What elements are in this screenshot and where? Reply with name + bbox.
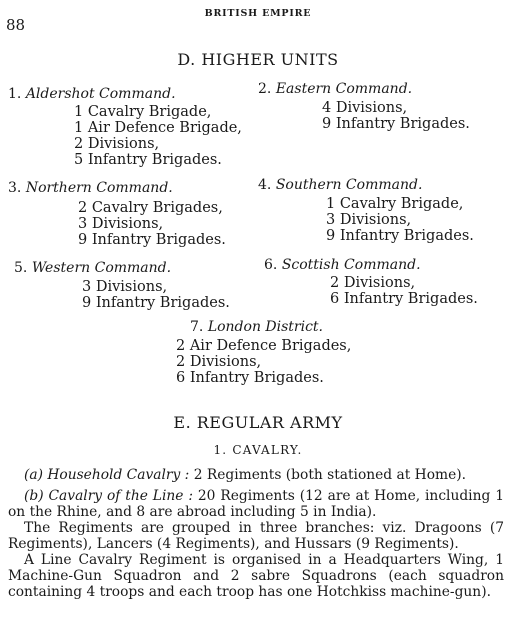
- command-title: 7. London District.: [190, 319, 324, 335]
- paragraph: (a) Household Cavalry : 2 Regiments (both stationed at Home).: [24, 467, 467, 483]
- command-unit: 1 Air Defence Brigade,: [74, 120, 242, 136]
- command-unit: 9 Infantry Brigades.: [322, 116, 470, 132]
- command-unit: 9 Infantry Brigades.: [326, 228, 474, 244]
- paragraph: The Regiments are grouped in three branches: viz. Dragoons (7 Regiments), Lancers (4 Regiments), and Hussars (9 Regiments).: [8, 520, 504, 552]
- command-unit: 1 Cavalry Brigade,: [326, 196, 464, 212]
- running-head: BRITISH EMPIRE: [204, 8, 312, 19]
- command-title: 2. Eastern Command.: [258, 81, 413, 97]
- command-title: 3. Northern Command.: [8, 180, 173, 196]
- command-unit: 3 Divisions,: [78, 216, 164, 232]
- section-d-heading: D. HIGHER UNITS: [177, 50, 339, 69]
- command-unit: 6 Infantry Brigades.: [330, 291, 478, 307]
- section-e-heading: E. REGULAR ARMY: [173, 413, 343, 432]
- command-unit: 3 Divisions,: [326, 212, 412, 228]
- command-unit: 9 Infantry Brigades.: [78, 232, 226, 248]
- command-unit: 2 Cavalry Brigades,: [78, 200, 223, 216]
- command-unit: 4 Divisions,: [322, 100, 408, 116]
- section-e-subheading: 1. CAVALRY.: [213, 443, 303, 457]
- command-unit: 9 Infantry Brigades.: [82, 295, 230, 311]
- command-unit: 2 Air Defence Brigades,: [176, 338, 352, 354]
- command-title: 1. Aldershot Command.: [8, 86, 176, 102]
- command-unit: 6 Infantry Brigades.: [176, 370, 324, 386]
- command-unit: 2 Divisions,: [330, 275, 416, 291]
- command-unit: 2 Divisions,: [176, 354, 262, 370]
- command-unit: 1 Cavalry Brigade,: [74, 104, 212, 120]
- paragraph: A Line Cavalry Regiment is organised in a Headquarters Wing, 1 Machine-Gun Squadron and 2 sabre Squadrons (each squadron containing 4 troops and each troop has one Hotchkiss machine-gun).: [8, 552, 504, 600]
- command-unit: 3 Divisions,: [82, 279, 168, 295]
- page-number: 88: [6, 16, 26, 34]
- command-unit: 2 Divisions,: [74, 136, 160, 152]
- command-title: 4. Southern Command.: [258, 177, 423, 193]
- command-title: 5. Western Command.: [14, 260, 172, 276]
- command-title: 6. Scottish Command.: [264, 257, 421, 273]
- command-unit: 5 Infantry Brigades.: [74, 152, 222, 168]
- paragraph: (b) Cavalry of the Line : 20 Regiments (12 are at Home, including 1 on the Rhine, and 8 are abroad including 5 in India).: [8, 488, 504, 520]
